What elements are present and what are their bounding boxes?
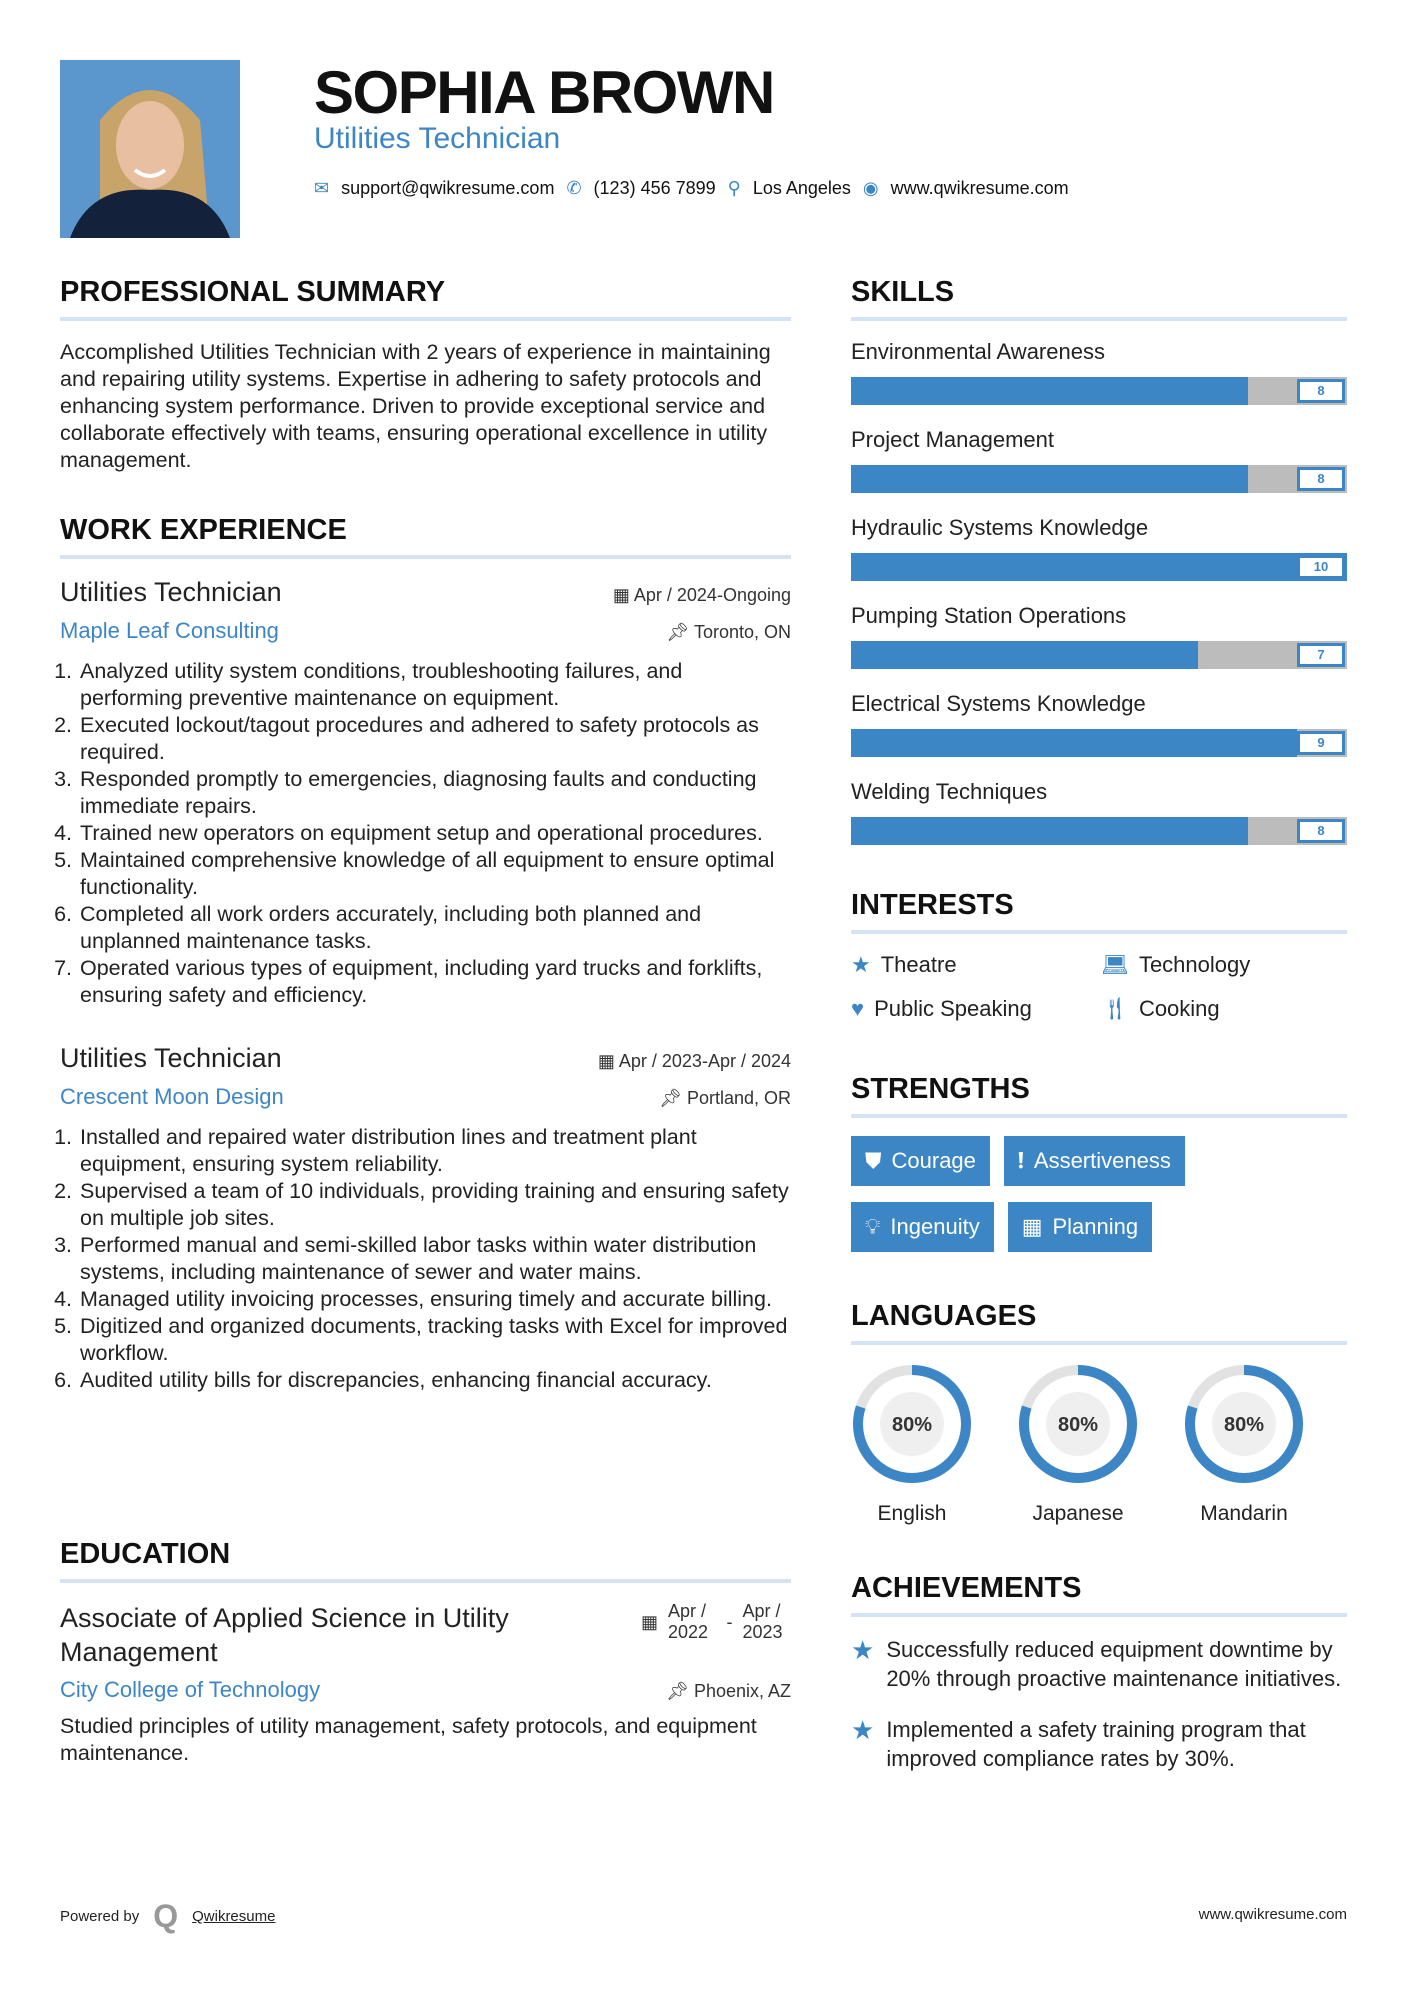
skill-name: Hydraulic Systems Knowledge <box>851 515 1149 540</box>
candidate-title: Utilities Technician <box>314 122 561 155</box>
section-heading: ACHIEVEMENTS <box>851 1572 1347 1617</box>
section-heading: LANGUAGES <box>851 1300 1347 1345</box>
language-item <box>1017 1363 1139 1526</box>
interest-public-speaking: ♥ Public Speaking <box>851 996 1032 1021</box>
skill-level: 8 <box>1297 467 1345 491</box>
skill-bar <box>851 817 1347 845</box>
skill-bar-fill <box>851 729 1297 757</box>
education-text: Studied principles of utility management, safety protocols, and equipment maintenance. <box>60 1714 757 1765</box>
education-date: ▦ Apr / 2022 - Apr / 2023 <box>641 1601 783 1642</box>
calendar-icon: ▦ <box>612 585 634 605</box>
job-bullet: 3. Responded promptly to emergencies, diagnosing faults and conducting immediate repairs. <box>78 766 791 820</box>
job-bullet: 2. Supervised a team of 10 individuals, providing training and ensuring safety on multiple job sites. <box>78 1178 791 1232</box>
language-name: English <box>877 1502 947 1525</box>
interest-cooking: 🍴︎ Cooking <box>1101 996 1220 1021</box>
location-text: Los Angeles <box>752 178 851 198</box>
language-ring <box>851 1363 973 1485</box>
exclamation-icon: ❗︎ <box>1017 1148 1024 1173</box>
candidate-name: SOPHIA BROWN <box>314 59 774 126</box>
skill-bar <box>851 377 1347 405</box>
globe-icon: ◉ <box>862 178 879 198</box>
job-bullet: 5. Digitized and organized documents, tracking tasks with Excel for improved workflow. <box>78 1313 791 1367</box>
company-name: Maple Leaf Consulting <box>60 618 279 643</box>
footer-powered: Powered by Q Qwikresume <box>60 1898 276 1934</box>
heartbeat-icon: ♥ <box>851 996 865 1021</box>
school-name: City College of Technology <box>60 1677 321 1702</box>
skill-item <box>851 691 1347 757</box>
languages-section <box>851 1300 1347 1526</box>
job-bullet: 6. Completed all work orders accurately, including both planned and unplanned maintenance tasks. <box>78 901 791 955</box>
job-bullet: 1. Installed and repaired water distribution lines and treatment plant equipment, ensuring system reliability. <box>78 1124 791 1178</box>
cutlery-icon: 🍴︎ <box>1101 996 1129 1021</box>
job-bullet: 4. Trained new operators on equipment setup and operational procedures. <box>78 820 791 847</box>
shield-icon: ⛊ <box>865 1148 882 1173</box>
skill-bar-fill <box>851 817 1248 845</box>
job-bullet: 6. Audited utility bills for discrepancies, enhancing financial accuracy. <box>78 1367 791 1394</box>
skill-level: 8 <box>1297 819 1345 843</box>
section-heading: INTERESTS <box>851 889 1347 934</box>
skill-bar <box>851 641 1347 669</box>
job-bullet: 2. Executed lockout/tagout procedures and adhered to safety protocols as required. <box>78 712 791 766</box>
job-date: ▦ Apr / 2024-Ongoing <box>612 585 791 605</box>
pin-icon: 📌︎ <box>666 1681 694 1701</box>
language-name: Japanese <box>1032 1502 1124 1525</box>
degree-title: Associate of Applied Science in Utility Management <box>60 1603 509 1667</box>
job-title: Utilities Technician <box>60 1043 282 1073</box>
skill-level: 7 <box>1297 643 1345 667</box>
interest-technology: 💻︎ Technology <box>1101 952 1251 977</box>
job-location: 📌︎ Toronto, ON <box>666 622 791 642</box>
skill-item <box>851 515 1347 581</box>
envelope-icon: ✉ <box>314 178 330 198</box>
calendar-icon: ▦ <box>641 1611 659 1632</box>
strengths-section <box>851 1073 1347 1252</box>
skill-name: Environmental Awareness <box>851 339 1105 364</box>
language-name: Mandarin <box>1200 1502 1288 1525</box>
strength-assertiveness: ❗︎ Assertiveness <box>1004 1136 1185 1186</box>
map-marker-icon: ⚲ <box>727 178 741 198</box>
section-heading: STRENGTHS <box>851 1073 1347 1118</box>
section-heading: WORK EXPERIENCE <box>60 514 791 559</box>
calendar-icon: ▦ <box>597 1051 619 1071</box>
skill-name: Project Management <box>851 427 1054 452</box>
skill-bar-fill <box>851 465 1248 493</box>
qwikresume-link[interactable]: Qwikresume <box>192 1908 276 1925</box>
achievement-item: ★ Implemented a safety training program that improved compliance rates by 30%. <box>851 1715 1306 1771</box>
experience-section <box>60 514 791 1394</box>
skill-bar-fill <box>851 377 1248 405</box>
skill-level: 10 <box>1297 555 1345 579</box>
skill-item <box>851 427 1347 493</box>
job-bullet: 3. Performed manual and semi-skilled labor tasks within water distribution systems, including maintenance of sewer and water mains. <box>78 1232 791 1286</box>
skill-item <box>851 339 1347 405</box>
calendar-icon: ▦ <box>1021 1214 1043 1239</box>
skill-item <box>851 779 1347 845</box>
skill-bar-fill <box>851 641 1198 669</box>
email-link[interactable]: support@qwikresume.com <box>341 178 555 198</box>
skill-name: Welding Techniques <box>851 779 1048 804</box>
star-icon: ★ <box>851 1635 875 1665</box>
summary-text: Accomplished Utilities Technician with 2 years of experience in maintaining and repairing utility systems. Expertise in adhering to safety protocols and enhancing system performance. Driven to provide exceptional service and collaborate effectively with teams, ensuring operational excellence in utility management. <box>60 340 771 472</box>
pin-icon: 📌︎ <box>666 622 694 642</box>
job-bullet: 1. Analyzed utility system conditions, troubleshooting failures, and performing preventive maintenance on equipment. <box>78 658 791 712</box>
skill-name: Pumping Station Operations <box>851 603 1127 628</box>
section-heading: SKILLS <box>851 276 1347 321</box>
job-bullet: 5. Maintained comprehensive knowledge of all equipment to ensure optimal functionality. <box>78 847 791 901</box>
language-ring <box>1017 1363 1139 1485</box>
strength-courage: ⛊ Courage <box>851 1136 990 1186</box>
job-date: ▦ Apr / 2023-Apr / 2024 <box>597 1051 791 1071</box>
strength-planning: ▦ Planning <box>1008 1202 1152 1252</box>
pin-icon: 📌︎ <box>659 1088 687 1108</box>
job-location: 📌︎ Portland, OR <box>659 1088 791 1108</box>
phone-icon: ✆ <box>566 178 582 198</box>
language-percent: 80% <box>891 1414 933 1436</box>
job-title: Utilities Technician <box>60 577 282 607</box>
job-bullet: 4. Managed utility invoicing processes, ensuring timely and accurate billing. <box>78 1286 791 1313</box>
skill-level: 9 <box>1297 731 1345 755</box>
job-bullet: 7. Operated various types of equipment, including yard trucks and forklifts, ensuring safety and efficiency. <box>78 955 791 1009</box>
interest-theatre: ★ Theatre <box>851 952 957 977</box>
footer-website[interactable]: www.qwikresume.com <box>1198 1906 1347 1923</box>
job-entry <box>60 577 791 1009</box>
phone-text: (123) 456 7899 <box>593 178 716 198</box>
language-percent: 80% <box>1057 1414 1099 1436</box>
skill-bar <box>851 729 1347 757</box>
star-icon: ★ <box>851 1715 875 1745</box>
education-location: 📌︎ Phoenix, AZ <box>666 1681 791 1701</box>
strength-ingenuity: 💡︎ Ingenuity <box>851 1202 994 1252</box>
language-item <box>1183 1363 1305 1526</box>
website-link[interactable]: www.qwikresume.com <box>890 178 1069 198</box>
language-item <box>851 1363 973 1526</box>
job-entry <box>60 1043 791 1394</box>
qwikresume-logo: Q <box>153 1898 179 1934</box>
company-name: Crescent Moon Design <box>60 1084 284 1109</box>
skill-name: Electrical Systems Knowledge <box>851 691 1146 716</box>
profile-photo <box>60 60 240 238</box>
skill-level: 8 <box>1297 379 1345 403</box>
skill-bar <box>851 465 1347 493</box>
achievement-item: ★ Successfully reduced equipment downtime by 20% through proactive maintenance initiatives. <box>851 1635 1342 1691</box>
language-percent: 80% <box>1223 1414 1265 1436</box>
education-section <box>60 1538 791 1767</box>
interests-section <box>851 889 1347 1022</box>
summary-section <box>60 276 791 474</box>
skill-item <box>851 603 1347 669</box>
section-heading: PROFESSIONAL SUMMARY <box>60 276 791 321</box>
star-icon: ★ <box>851 952 871 977</box>
skill-bar <box>851 553 1347 581</box>
section-heading: EDUCATION <box>60 1538 791 1583</box>
laptop-icon: 💻︎ <box>1101 952 1129 977</box>
language-ring <box>1183 1363 1305 1485</box>
contact-bar <box>314 178 1069 199</box>
skills-section <box>851 276 1347 867</box>
skill-bar-fill <box>851 553 1347 581</box>
lightbulb-icon: 💡︎ <box>865 1214 881 1239</box>
achievements-section <box>851 1572 1347 1795</box>
